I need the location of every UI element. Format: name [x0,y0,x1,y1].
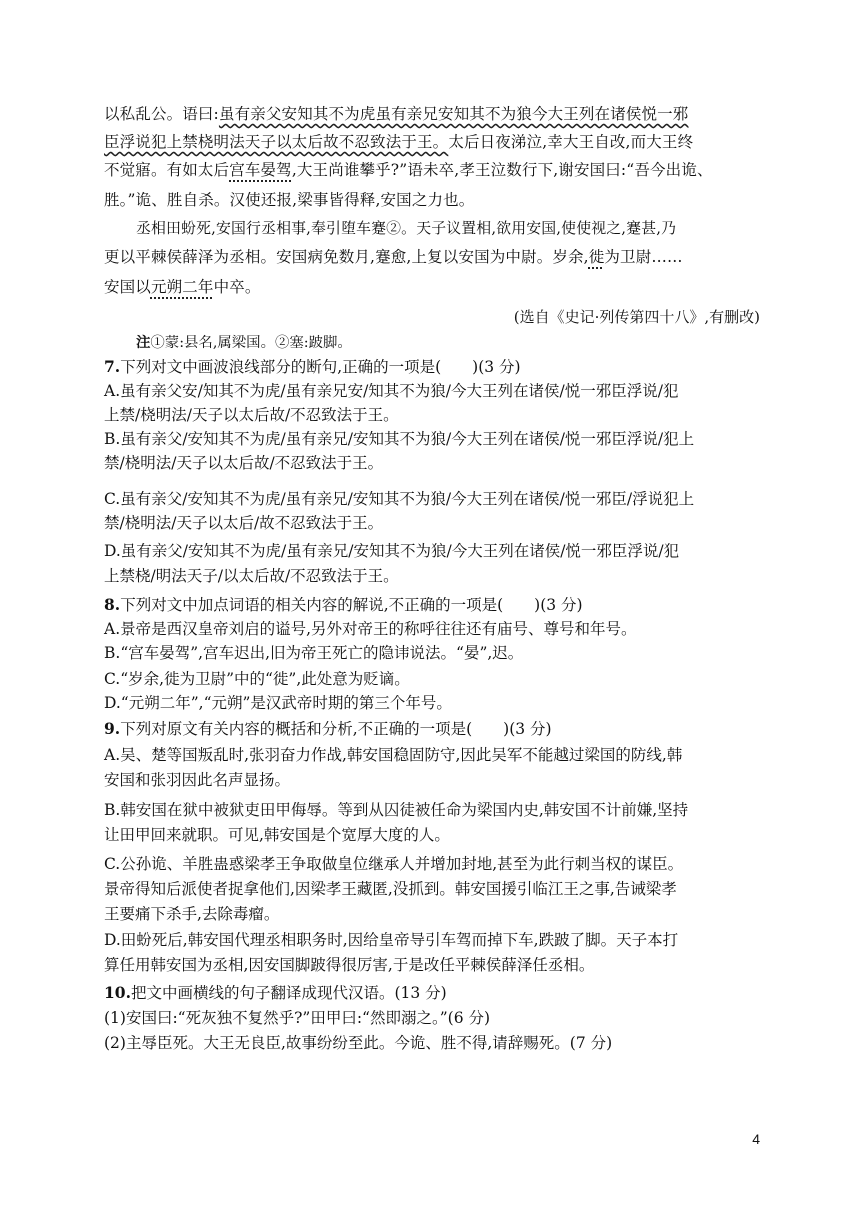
question-10-stem [104,982,764,1004]
passage-text: ,大王尚谁攀乎?”语未卒,孝王泣数行下,谢安国曰:“吾今出诡、 [291,161,713,179]
question-8-option-b: B.“宫车晏驾”,宫车迟出,旧为帝王死亡的隐讳说法。“晏”,迟。 [104,644,524,662]
source-citation: (选自《史记·列传第四十八》,有删改) [513,308,760,326]
question-9-option-c-cont: 景帝得知后派使者捉拿他们,因梁孝王藏匿,没抓到。韩安国援引临江王之事,告诫梁孝 [104,880,677,898]
question-stem: 把文中画横线的句子翻译成现代汉语。(13 分) [130,984,447,1002]
note-label: 注 [136,334,151,351]
question-8-option-a: A.景帝是西汉皇帝刘启的谥号,另外对帝王的称呼往往还有庙号、尊号和年号。 [104,620,637,638]
passage-line-7 [104,276,764,298]
page-number: 4 [752,1131,760,1147]
passage-text: 中卒。 [213,278,261,296]
question-9-option-b: B.韩安国在狱中被狱吏田甲侮辱。等到从囚徒被任命为梁国内史,韩安国不计前嫌,坚持 [104,801,689,819]
question-stem: 下列对文中加点词语的相关内容的解说,不正确的一项是( )(3 分) [120,596,583,614]
question-9-option-c: C.公孙诡、羊胜蛊惑梁孝王争取做皇位继承人并增加封地,甚至为此行刺当权的谋臣。 [104,855,684,873]
question-10-item-2: (2)主辱臣死。大王无良臣,故事纷纷至此。今诡、胜不得,请辞赐死。(7 分) [104,1034,613,1052]
passage-text: 更以平棘侯薛泽为丞相。安国病免数月,蹇愈,上复以安国为中尉。岁余, [104,248,589,266]
passage-line-4 [104,189,764,211]
question-7-option-b-cont: 禁/桡明法/天子以太后故/不忍致法于王。 [104,454,384,472]
question-7-option-b: B.虽有亲父/安知其不为虎/虽有亲兄/安知其不为狼/今大王列在诸侯/悦一邪臣浮说/犯上 [104,430,695,448]
question-number: 9. [104,719,121,738]
question-7-option-c: C.虽有亲父/安知其不为虎/虽有亲兄/安知其不为狼/今大王列在诸侯/悦一邪臣/浮说犯上 [104,490,695,508]
question-8-stem [104,594,764,616]
wavy-underlined-text: 虽有亲父安知其不为虎虽有亲兄安知其不为狼今大王列在诸侯悦一邪 [218,105,689,123]
question-9-option-b-cont: 让田甲回来就职。可见,韩安国是个宽厚大度的人。 [104,826,450,844]
question-9-stem [104,718,764,740]
question-9-option-d: D.田蚡死后,韩安国代理丞相职务时,因给皇帝导引车驾而掉下车,跌跛了脚。天子本打 [104,931,679,949]
question-number: 7. [104,357,121,376]
question-9-option-d-cont: 算任用韩安国为丞相,因安国脚跛得很厉害,于是改任平棘侯薛泽任丞相。 [104,956,595,974]
dotted-emphasis-text: 宫车晏驾 [229,161,292,179]
question-9-option-a: A.吴、楚等国叛乱时,张羽奋力作战,韩安国稳固防守,因此吴军不能越过梁国的防线,韩 [104,746,683,764]
question-7-option-a: A.虽有亲父安/知其不为虎/虽有亲兄安/知其不为狼/今大王列在诸侯/悦一邪臣浮说/犯 [104,382,679,400]
question-7-option-c-cont: 禁/桡明法/天子以太后/故不忍致法于王。 [104,514,384,532]
question-stem: 下列对文中画波浪线部分的断句,正确的一项是( )(3 分) [120,358,521,376]
question-9-option-c-cont2: 王要痛下杀手,去除毒瘤。 [104,905,280,923]
passage-text: 安国以 [104,278,151,296]
passage-line-2 [104,131,764,153]
passage-line-5 [136,217,796,239]
passage-text: 为卫尉…… [604,248,683,266]
question-8-option-c: C.“岁余,徙为卫尉”中的“徙”,此处意为贬谪。 [104,670,410,688]
passage-text: 太后日夜涕泣,幸大王自改,而大王终 [448,133,694,151]
note-text: ①蒙:县名,属梁国。②塞:跛脚。 [150,335,352,351]
question-7-option-d: D.虽有亲父/安知其不为虎/虽有亲兄/安知其不为狼/今大王列在诸侯/悦一邪臣浮说/犯 [104,542,680,560]
dotted-emphasis-text: 元朔二年 [150,278,214,296]
wavy-underlined-text: 臣浮说犯上禁桡明法天子以太后故不忍致法于王。 [104,133,449,151]
question-8-option-d: D.“元朔二年”,“元朔”是汉武帝时期的第三个年号。 [104,694,452,712]
passage-text: 以私乱公。语曰: [104,105,219,123]
dotted-emphasis-text: 徙 [588,248,605,266]
passage-text: 不觉寤。有如太后 [104,161,230,179]
passage-line-3 [104,159,764,181]
question-9-option-a-cont: 安国和张羽因此名声显扬。 [104,771,291,789]
footnote [136,332,796,354]
question-number: 8. [104,595,121,614]
question-7-option-d-cont: 上禁桡/明法天子/以太后故/不忍致法于王。 [104,567,399,585]
question-7-option-a-cont: 上禁/桡明法/天子以太后故/不忍致法于王。 [104,406,399,424]
question-10-item-1: (1)安国曰:“死灰独不复然乎?”田甲曰:“然即溺之。”(6 分) [104,1009,491,1027]
question-number: 10. [104,983,131,1002]
question-stem: 下列对原文有关内容的概括和分析,不正确的一项是( )(3 分) [120,720,552,738]
passage-text: 丞相田蚡死,安国行丞相事,奉引堕车蹇②。天子议置相,欲用安国,使使视之,蹇甚,乃 [136,219,677,237]
passage-line-6 [104,246,764,268]
passage-text: 胜。”诡、胜自杀。汉使还报,梁事皆得释,安国之力也。 [104,191,475,209]
passage-line-1 [104,103,764,125]
question-7-stem [104,356,764,378]
